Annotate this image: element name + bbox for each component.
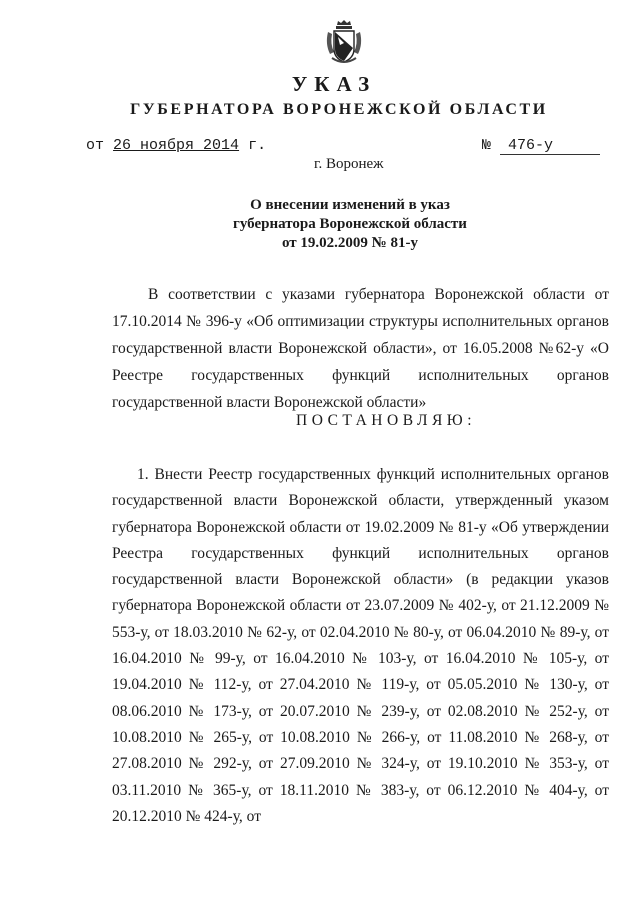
issuer-title: ГУБЕРНАТОРА ВОРОНЕЖСКОЙ ОБЛАСТИ	[130, 101, 548, 118]
document-type-title: УКАЗ	[291, 72, 377, 96]
coat-of-arms-icon	[322, 18, 366, 68]
subject-line: от 19.02.2009 № 81-у	[282, 235, 418, 251]
subject-line: О внесении изменений в указ	[250, 197, 450, 213]
item-1-paragraph: 1. Внести Реестр государственных функций исполнительных органов государственной власти Воронежской области, утвержденный указом губернатора Воронежской области от 19.02.2009 № 81-у «Об утверждении Реестра государственных функций исполнительных органов государственной власти Воронежской области» (в редакции указов губернатора Воронежской области от 23.07.2009 № 402-у, от 21.12.2009 № 553-у, от 18.03.2010 № 62-у, от 02.04.2010 № 80-у, от 06.04.2010 № 89-у, от 16.04.2010 № 99-у, от 16.04.2010 № 103-у, от 16.04.2010 № 105-у, от 19.04.2010 № 112-у, от 27.04.2010 № 119-у, от 05.05.2010 № 130-у, от 08.06.2010 № 173-у, от 20.07.2010 № 239-у, от 02.08.2010 № 252-у, от 10.08.2010 № 265-у, от 10.08.2010 № 266-у, от 11.08.2010 № 268-у, от 27.08.2010 № 292-у, от 27.09.2010 № 324-у, от 19.10.2010 № 353-у, от 03.11.2010 № 365-у, от 18.11.2010 № 383-у, от 06.12.2010 № 404-у, от 20.12.2010 № 424-у, от	[112, 466, 609, 825]
date-value: 26 ноября 2014	[113, 137, 240, 154]
date-suffix: г.	[248, 137, 267, 154]
number-label: №	[482, 137, 492, 154]
preamble-paragraph: В соответствии с указами губернатора Воронежской области от 17.10.2014 № 396-у «Об оптимизации структуры исполнительных органов государственной власти Воронежской области», от 16.05.2008 №62-у «О Реестре государственных функций исполнительных органов государственной власти Воронежской области»	[112, 286, 609, 411]
decree-heading: ПОСТАНОВЛЯЮ:	[296, 412, 477, 429]
document-number	[482, 137, 600, 155]
number-value: 476-у	[500, 137, 600, 155]
city: г. Воронеж	[314, 156, 384, 172]
subject-line: губернатора Воронежской области	[233, 216, 467, 232]
date-prefix: от	[86, 137, 105, 154]
document-subject	[200, 196, 500, 253]
document-date	[86, 137, 266, 154]
